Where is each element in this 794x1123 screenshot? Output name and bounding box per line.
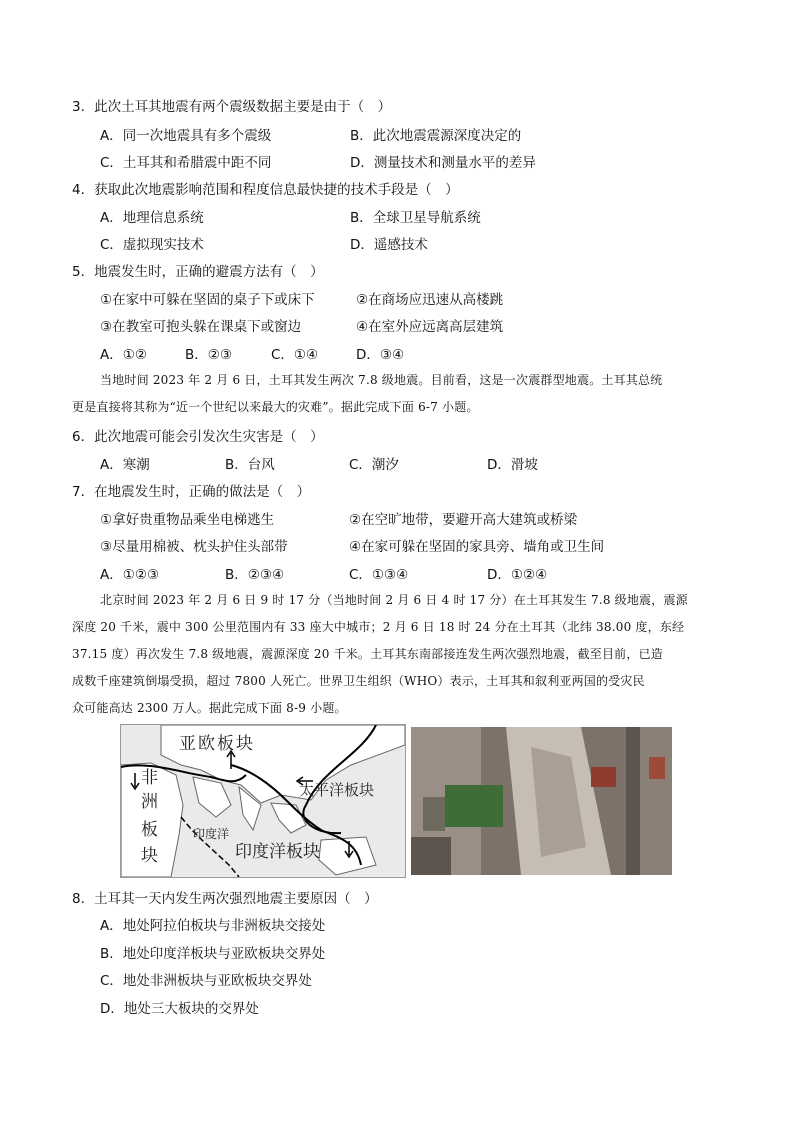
passage1-line1: 当地时间 2023 年 2 月 6 日，土耳其发生两次 7.8 级地震。目前看，这是一次震群型地震。土耳其总统 <box>100 373 663 387</box>
passage2-line5: 众可能高达 2300 万人。据此完成下面 8-9 小题。 <box>72 701 347 715</box>
q7-statement-4: ④在家可躲在坚固的家具旁、墙角或卫生间 <box>349 539 605 555</box>
q6-option-b: B．台风 <box>225 457 275 473</box>
q3-option-a: A．同一次地震具有多个震级 <box>100 128 272 144</box>
plate-boundary-map <box>120 724 406 878</box>
q7-option-b: B．②③④ <box>225 567 285 583</box>
q7-option-a: A．①②③ <box>100 567 160 583</box>
map-label-african-plate-1: 非 <box>141 768 158 788</box>
passage2-line3: 37.15 度）再次发生 7.8 级地震，震源深度 20 千米。土耳其东南部接连发生两次强烈地震，截至目前，已造 <box>72 647 663 661</box>
land-southeast-asia <box>271 803 306 833</box>
q5-statement-4: ④在室外应远离高层建筑 <box>356 319 504 335</box>
photo-court <box>423 797 445 831</box>
q5-statement-1: ①在家中可躲在坚固的桌子下或床下 <box>100 292 315 308</box>
passage2-line1: 北京时间 2023 年 2 月 6 日 9 时 17 分（当地时间 2 月 6 日 4 时 17 分）在土耳其发生 7.8 级地震，震源 <box>100 593 688 607</box>
q7-statement-1: ①拿好贵重物品乘坐电梯逃生 <box>100 512 275 528</box>
land-arabia <box>193 777 231 817</box>
earthquake-damage-photo <box>411 727 672 875</box>
q6-option-a: A．寒潮 <box>100 457 150 473</box>
q7-statement-3: ③尽量用棉被、枕头护住头部带 <box>100 539 288 555</box>
map-label-pacific-plate: 太平洋板块 <box>299 781 375 799</box>
q8-option-c: C．地处非洲板块与亚欧板块交界处 <box>100 973 312 989</box>
q7-option-d: D．①②④ <box>487 567 548 583</box>
map-label-indian-ocean-plate: 印度洋板块 <box>235 842 320 862</box>
passage2-line4: 成数千座建筑倒塌受损，超过 7800 人死亡。世界卫生组织（WHO）表示，土耳其和叙利亚两国的受灾民 <box>72 674 645 688</box>
passage2-line2: 深度 20 千米，震中 300 公里范围内有 33 座大中城市；2 月 6 日 18 时 24 分在土耳其（北纬 38.00 度，东经 <box>72 620 685 634</box>
photo-red-roof <box>591 767 616 787</box>
photo-buildings-right <box>640 727 672 875</box>
photo-graphics <box>411 727 672 875</box>
q3-option-b: B．此次地震震源深度决定的 <box>350 128 522 144</box>
photo-dark-area <box>411 837 451 875</box>
photo-red-building <box>649 757 665 779</box>
q7-option-c: C．①③④ <box>349 567 409 583</box>
q4-option-d: D．遥感技术 <box>350 237 428 253</box>
q4-option-b: B．全球卫星导航系统 <box>350 210 481 226</box>
q6-option-c: C．潮汐 <box>349 457 399 473</box>
q6-option-d: D．滑坡 <box>487 457 538 473</box>
map-label-eurasian-plate: 亚欧板块 <box>179 734 255 754</box>
q3-option-c: C．土耳其和希腊震中距不同 <box>100 155 272 171</box>
map-label-african-plate-2: 洲 <box>141 792 158 812</box>
q5-option-a: A．①② <box>100 347 147 363</box>
photo-street <box>626 727 640 875</box>
q5-option-c: C．①④ <box>271 347 319 363</box>
q6-stem: 6．此次地震可能会引发次生灾害是（ ） <box>72 429 324 445</box>
q8-option-b: B．地处印度洋板块与亚欧板块交界处 <box>100 946 326 962</box>
passage1-line2: 更是直接将其称为“近一个世纪以来最大的灾难”。据此完成下面 6-7 小题。 <box>72 400 479 414</box>
map-label-indian-ocean: 印度洋 <box>193 827 230 841</box>
q7-statement-2: ②在空旷地带，要避开高大建筑或桥梁 <box>349 512 578 528</box>
map-label-african-plate-3: 板 <box>141 820 158 840</box>
q4-option-c: C．虚拟现实技术 <box>100 237 204 253</box>
q8-stem: 8．土耳其一天内发生两次强烈地震主要原因（ ） <box>72 891 378 907</box>
q5-option-b: B．②③ <box>185 347 232 363</box>
q3-option-d: D．测量技术和测量水平的差异 <box>350 155 536 171</box>
q5-stem: 5．地震发生时，正确的避震方法有（ ） <box>72 264 324 280</box>
q4-option-a: A．地理信息系统 <box>100 210 204 226</box>
q5-option-d: D．③④ <box>356 347 405 363</box>
q8-option-a: A．地处阿拉伯板块与非洲板块交接处 <box>100 918 326 934</box>
q4-stem: 4．获取此次地震影响范围和程度信息最快捷的技术手段是（ ） <box>72 182 459 198</box>
q8-option-d: D．地处三大板块的交界处 <box>100 1001 259 1017</box>
photo-sports-field <box>445 785 503 827</box>
q5-statement-3: ③在教室可抱头躲在课桌下或窗边 <box>100 319 302 335</box>
q5-statement-2: ②在商场应迅速从高楼跳 <box>356 292 504 308</box>
q7-stem: 7．在地震发生时，正确的做法是（ ） <box>72 484 311 500</box>
q3-stem: 3．此次土耳其地震有两个震级数据主要是由于（ ） <box>72 99 392 115</box>
map-label-african-plate-4: 块 <box>141 846 158 866</box>
